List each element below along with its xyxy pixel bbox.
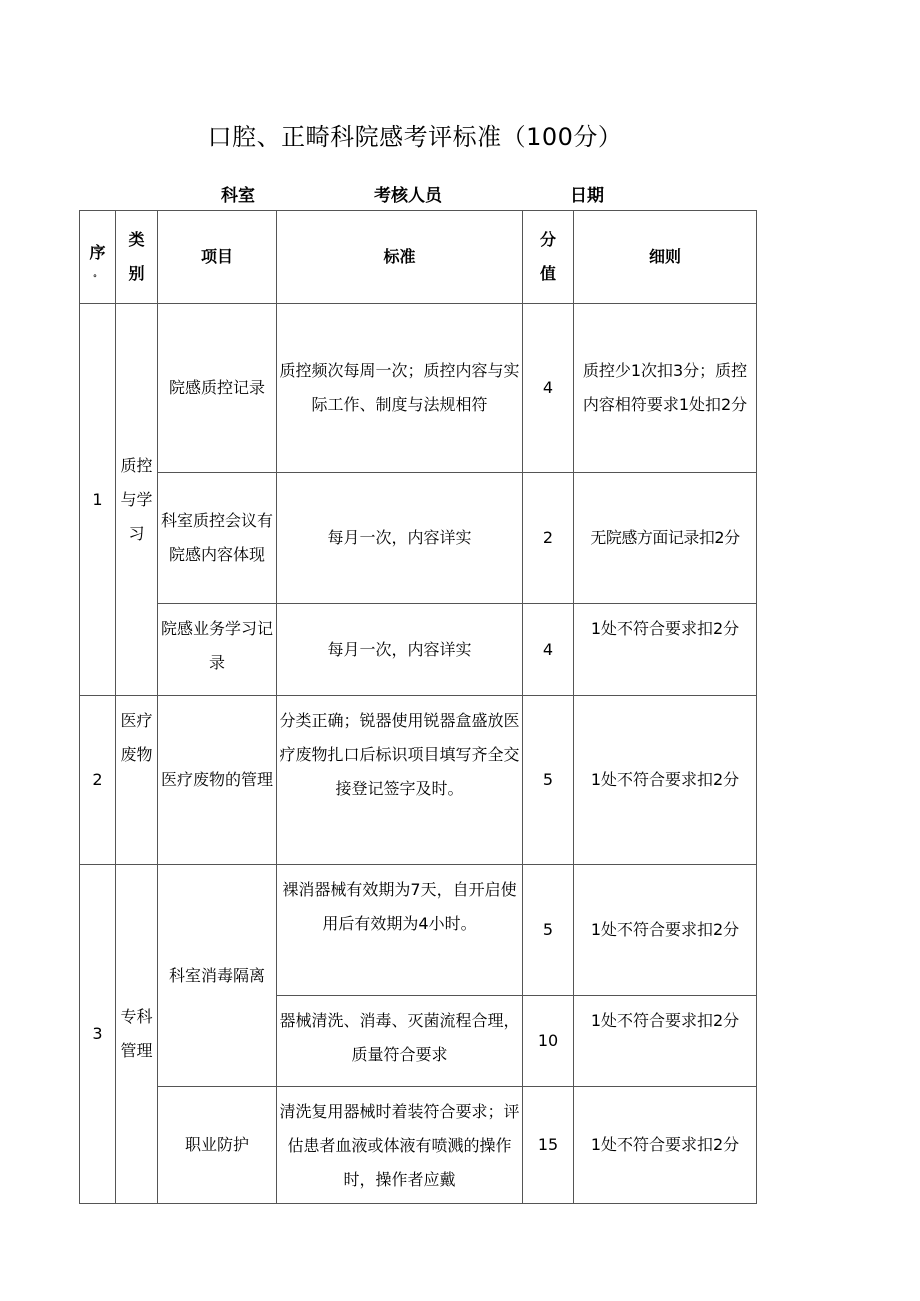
header-category-char2: 别 <box>128 264 145 283</box>
header-category <box>116 211 158 304</box>
row-standard: 清洗复用器械时着装符合要求；评估患者血液或体液有喷溅的操作时，操作者应戴 <box>277 1087 523 1204</box>
header-seq <box>80 211 116 304</box>
row-seq: 1 <box>80 304 116 696</box>
row-item: 科室消毒隔离 <box>158 865 277 1087</box>
row-category: 质控与学习 <box>116 304 158 696</box>
row-score: 2 <box>523 473 574 604</box>
row-score: 4 <box>523 304 574 473</box>
row-score: 5 <box>523 696 574 865</box>
row-category: 专科管理 <box>116 865 158 1204</box>
row-score: 4 <box>523 604 574 696</box>
header-rules: 细则 <box>574 211 757 304</box>
row-standard: 每月一次，内容详实 <box>277 604 523 696</box>
header-score-char1: 分 <box>539 230 556 249</box>
document-title: 口腔、正畸科院感考评标准（100分） <box>207 123 623 151</box>
header-seq-char: 序 <box>89 243 106 262</box>
row-standard: 质控频次每周一次；质控内容与实际工作、制度与法规相符 <box>277 304 523 473</box>
table-header-row <box>80 211 757 304</box>
department-label: 科室 <box>221 186 255 206</box>
row-standard: 每月一次，内容详实 <box>277 473 523 604</box>
table-row <box>80 304 757 473</box>
date-label: 日期 <box>570 186 604 206</box>
row-rule: 1处不符合要求扣2分 <box>574 604 757 696</box>
row-item: 院感业务学习记录 <box>158 604 277 696</box>
row-item: 院感质控记录 <box>158 304 277 473</box>
row-score: 5 <box>523 865 574 996</box>
row-standard: 裸消器械有效期为7天，自开启使用后有效期为4小时。 <box>277 865 523 996</box>
row-item: 职业防护 <box>158 1087 277 1204</box>
row-rule: 1处不符合要求扣2分 <box>574 696 757 865</box>
header-score <box>523 211 574 304</box>
header-category-char1: 类 <box>128 230 145 249</box>
row-rule: 1处不符合要求扣2分 <box>574 865 757 996</box>
row-standard: 分类正确；锐器使用锐器盒盛放医疗废物扎口后标识项目填写齐全交接登记签字及时。 <box>277 696 523 865</box>
row-rule: 1处不符合要求扣2分 <box>574 996 757 1087</box>
row-score: 10 <box>523 996 574 1087</box>
row-rule: 1处不符合要求扣2分 <box>574 1087 757 1204</box>
row-rule: 质控少1次扣3分；质控内容相符要求1处扣2分 <box>574 304 757 473</box>
row-category: 医疗废物 <box>116 696 158 865</box>
header-seq-mark: 。 <box>93 269 102 278</box>
assessment-table <box>79 210 757 1204</box>
row-item: 科室质控会议有院感内容体现 <box>158 473 277 604</box>
row-rule: 无院感方面记录扣2分 <box>574 473 757 604</box>
table-row <box>80 865 757 996</box>
header-standard: 标准 <box>277 211 523 304</box>
table-row <box>80 604 757 696</box>
row-score: 15 <box>523 1087 574 1204</box>
table-row <box>80 1087 757 1204</box>
row-standard: 器械清洗、消毒、灭菌流程合理，质量符合要求 <box>277 996 523 1087</box>
header-item: 项目 <box>158 211 277 304</box>
table-row <box>80 473 757 604</box>
table-row <box>80 696 757 865</box>
assessor-label: 考核人员 <box>374 186 442 206</box>
row-seq: 3 <box>80 865 116 1204</box>
header-score-char2: 值 <box>539 264 556 283</box>
row-item: 医疗废物的管理 <box>158 696 277 865</box>
row-seq: 2 <box>80 696 116 865</box>
